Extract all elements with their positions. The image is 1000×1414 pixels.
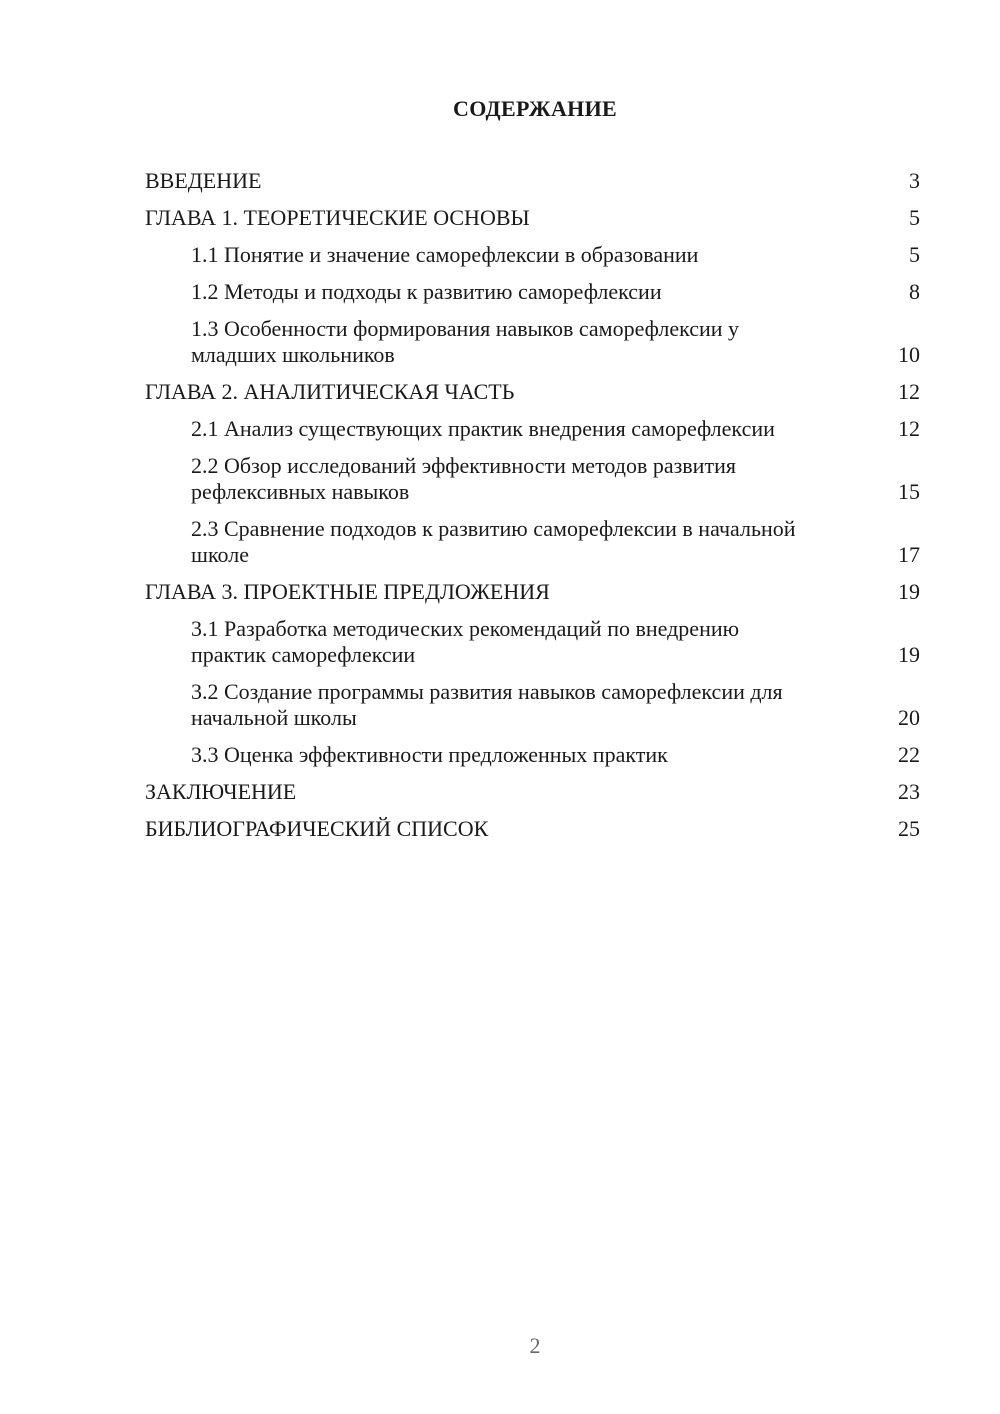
page-number: 2	[529, 1333, 541, 1358]
toc-entry-section-2-2[interactable]	[145, 453, 920, 505]
toc-entry-page: 19	[898, 642, 920, 667]
toc-entry-page: 20	[898, 705, 920, 730]
toc-entry-page: 17	[898, 542, 920, 567]
toc-entry-section-2-3[interactable]	[145, 516, 920, 568]
toc-entry-page: 12	[898, 379, 920, 404]
toc-entry-text: ГЛАВА 3. ПРОЕКТНЫЕ ПРЕДЛОЖЕНИЯ	[145, 579, 550, 604]
toc-entry-section-1-3[interactable]	[145, 316, 920, 368]
toc-entry-page: 3	[909, 168, 920, 193]
toc-entry-page: 8	[909, 279, 920, 304]
toc-entry-bibliography[interactable]	[145, 816, 920, 842]
toc-entry-chapter-1[interactable]	[145, 205, 920, 231]
toc-entry-text: 1.1 Понятие и значение саморефлексии в образовании	[191, 242, 699, 267]
toc-entry-chapter-2[interactable]	[145, 379, 920, 405]
toc-entry-section-3-1[interactable]	[145, 616, 920, 668]
toc-entry-page: 5	[909, 205, 920, 230]
toc-entry-text: ГЛАВА 1. ТЕОРЕТИЧЕСКИЕ ОСНОВЫ	[145, 205, 530, 230]
toc-entry-page: 23	[898, 779, 920, 804]
toc-entry-page: 19	[898, 579, 920, 604]
toc-entry-text: 1.2 Методы и подходы к развитию саморефлексии	[191, 279, 662, 304]
toc-entry-text: 1.3 Особенности формирования навыков саморефлексии у младших школьников	[191, 316, 740, 367]
table-of-contents	[145, 168, 920, 853]
toc-entry-page: 5	[909, 242, 920, 267]
toc-entry-section-3-3[interactable]	[145, 742, 920, 768]
toc-entry-text: 2.3 Сравнение подходов к развитию саморефлексии в начальной школе	[191, 516, 796, 567]
toc-entry-text: 2.2 Обзор исследований эффективности методов развития рефлексивных навыков	[191, 453, 736, 504]
toc-entry-text: 3.1 Разработка методических рекомендаций по внедрению практик саморефлексии	[191, 616, 740, 667]
toc-entry-text: 3.3 Оценка эффективности предложенных практик	[191, 742, 668, 767]
toc-entry-page: 25	[898, 816, 920, 841]
toc-entry-page: 15	[898, 479, 920, 504]
toc-entry-text: ГЛАВА 2. АНАЛИТИЧЕСКАЯ ЧАСТЬ	[145, 379, 515, 404]
toc-entry-page: 12	[898, 416, 920, 441]
toc-entry-text: 2.1 Анализ существующих практик внедрения саморефлексии	[191, 416, 775, 441]
toc-entry-section-3-2[interactable]	[145, 679, 920, 731]
toc-entry-text: БИБЛИОГРАФИЧЕСКИЙ СПИСОК	[145, 816, 489, 841]
toc-entry-text: ВВЕДЕНИЕ	[145, 168, 262, 193]
toc-entry-conclusion[interactable]	[145, 779, 920, 805]
toc-entry-page: 10	[898, 342, 920, 367]
toc-entry-text: ЗАКЛЮЧЕНИЕ	[145, 779, 297, 804]
toc-entry-chapter-3[interactable]	[145, 579, 920, 605]
toc-entry-text: 3.2 Создание программы развития навыков саморефлексии для начальной школы	[191, 679, 783, 730]
toc-entry-introduction[interactable]	[145, 168, 920, 194]
toc-title: СОДЕРЖАНИЕ	[453, 96, 617, 121]
toc-entry-section-1-1[interactable]	[145, 242, 920, 268]
toc-entry-section-2-1[interactable]	[145, 416, 920, 442]
toc-entry-section-1-2[interactable]	[145, 279, 920, 305]
toc-entry-page: 22	[898, 742, 920, 767]
